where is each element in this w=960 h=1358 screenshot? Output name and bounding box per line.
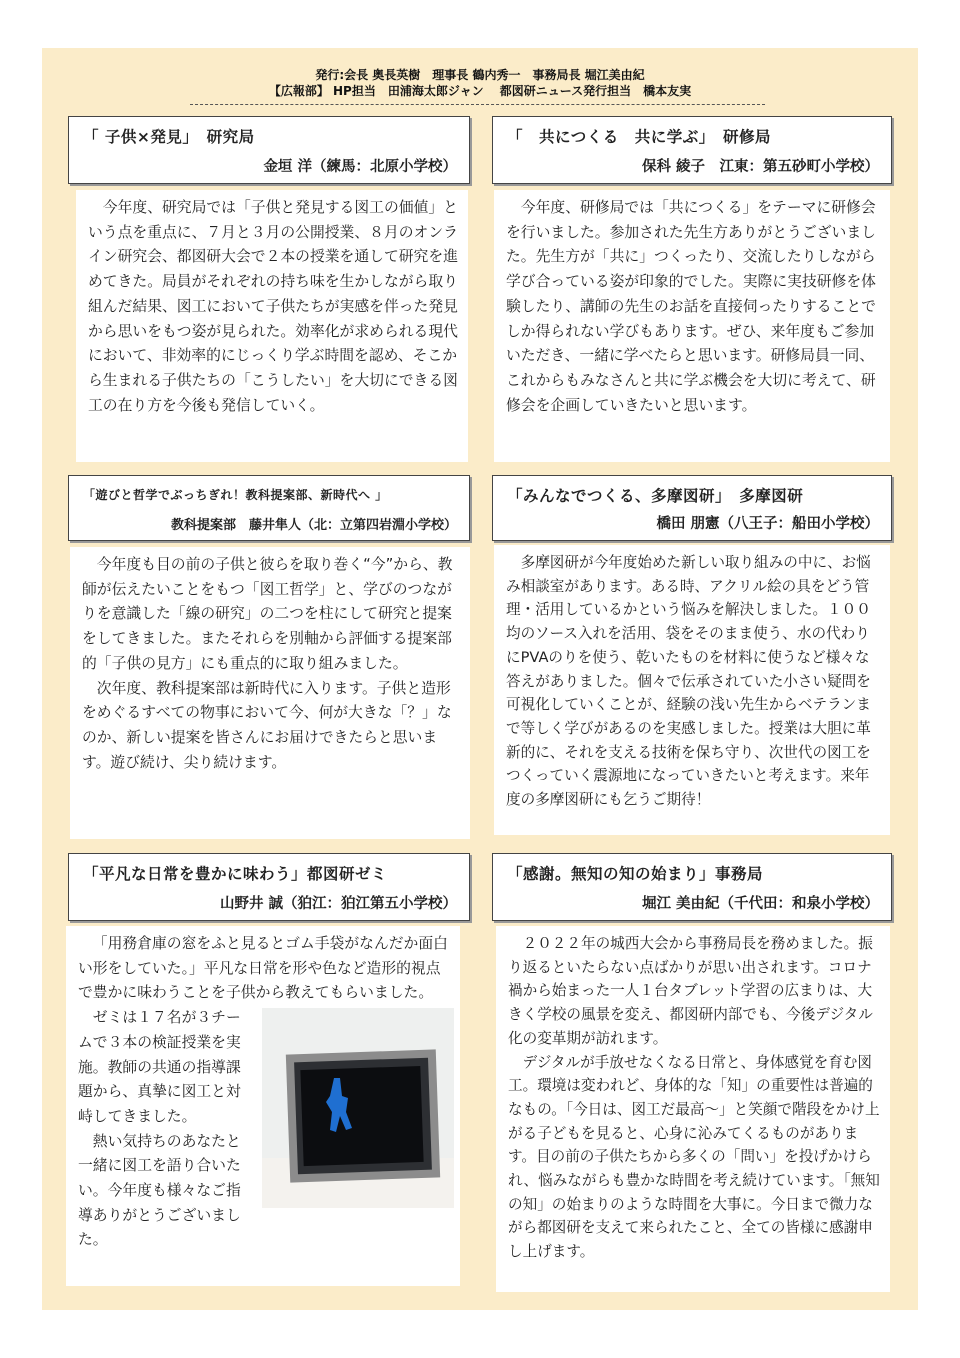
article-1-title: 「 子供×発見」 研究局: [83, 128, 255, 146]
article-6-paragraph-1: ２０２２年の城西大会から事務局長を務めました。振り返るといたらない点ばかりが思い出されます。コロナ禍から始まった一人１台タブレット学習の広まりは、大きく学校の風景を変え、都図研内部でも、今後デジタル化の変革期が訪れます。: [508, 935, 873, 1047]
article-3-paragraph-2: 次年度、教科提案部は新時代に入ります。子供と造形をめぐるすべての物事において今、何が大きな「？」なのか、新しい提案を皆さんにお届けできたらと思います。遊び続け、尖り続けます。: [82, 679, 452, 771]
article-4-paragraph: 多摩図研が今年度始めた新しい取り組みの中に、お悩み相談室があります。ある時、アクリル絵の具をどう管理・活用しているかという悩みを解決しました。１００均のソース入れを活用、袋をそのまま使う、水の代わりにPVAのりを使う、乾いたものを材料に使うなど様々な答えがありました。個々で伝承されていた小さい疑問を可視化していくことが、経験の浅い先生からベテランまで等しく学びがあるのを実感しました。授業は大胆に革新的に、それを支える技術を保ち守り、次世代の図工をつくっていく震源地になっていきたいと考えます。来年度の多摩図研にも乞うご期待！: [506, 554, 871, 809]
article-1-paragraph: 今年度、研究局では「子供と発見する図工の価値」という点を重点に、７月と３月の公開授業、８月のオンライン研究会、都図研大会で２本の授業を通して研究を進めてきた。局員がそれぞれの持ち味を生かしながら取り組んだ結果、図工において子供たちが実感を伴った発見から思いをもつ姿が見られた。効率化が求められる現代において、非効率的にじっくり学ぶ時間を認め、そこから生まれる子供たちの「こうしたい」を大切にできる図工の在り方を今後も発信していく。: [88, 199, 458, 414]
article-3-title: 「遊びと哲学でぶっちぎれ！教科提案部、新時代へ 」: [83, 488, 388, 502]
article-5-title-box: [68, 853, 470, 921]
photo-artwork: [262, 1008, 454, 1208]
article-5-author: 山野井 誠（狛江：狛江第五小学校）: [219, 896, 457, 912]
article-6-author: 堀江 美由紀（千代田：和泉小学校）: [641, 896, 879, 912]
article-4-author: 橋田 朋憲（八王子：船田小学校）: [656, 516, 879, 532]
publisher-line: 発行:会長 奥長英樹 理事長 鶴内秀一 事務局長 堀江美由紀: [315, 68, 645, 82]
article-5-title: 「平凡な日常を豊かに味わう」都図研ゼミ: [83, 865, 388, 883]
article-3-body: [70, 547, 470, 839]
article-3-author: 教科提案部 藤井隼人（北：立第四岩淵小学校）: [170, 518, 457, 533]
article-5-body: [66, 926, 460, 1286]
article-3-paragraph-1: 今年度も目の前の子供と彼らを取り巻く“今”から、教師が伝えたいことをもつ「図工哲学」と、学びのつながりを意識した「線の研究」の二つを柱にして研究と提案をしてきました。またそれらを別軸から評価する提案部的「子供の見方」にも重点的に取り組みました。: [82, 556, 453, 672]
article-2-title: 「 共につくる 共に学ぶ」 研修局: [507, 128, 771, 146]
article-2-title-box: [492, 116, 892, 184]
article-4-title-box: [492, 475, 892, 541]
article-2-author: 保科 綾子 江東：第五砂町小学校）: [641, 159, 879, 175]
pr-staff-line: 【広報部】 HP担当 田浦海太郎ジャン 都図研ニュース発行担当 橋本友実: [268, 84, 692, 98]
article-5-paragraph-3: 熱い気持ちのあなたと一緒に図工を語り合いたい。今年度も様々なご指導ありがとうございました。: [78, 1132, 241, 1249]
article-6-paragraph-2: デジタルが手放せなくなる日常と、身体感覚を育む図工。環境は変われど、身体的な「知」の重要性は普遍的なもの。「今日は、図工だ最高〜」と笑顔で階段をかけ上がる子どもを見ると、心身に沁みてくるものがあります。目の前の子供たちから多くの「問い」を投げかけられ、悩みながらも豊かな時間を考え続けています。「無知の知」の始まりのような時間を大事に。今日まで微力ながら都図研を支えて来られたこと、全ての皆様に感謝申し上げます。: [508, 1053, 880, 1261]
article-1-body: [76, 190, 468, 462]
article-6-title-box: [492, 853, 892, 921]
article-2-paragraph: 今年度、研修局では「共につくる」をテーマに研修会を行いました。参加された先生方ありがとうございました。先生方が「共に」つくったり、交流したりしながら学び合っている姿が印象的でした。実際に実技研修を体験したり、講師の先生のお話を直接伺ったりすることでしか得られない学びもあります。ぜひ、来年度もご参加いただき、一緒に学べたらと思います。研修局員一同、これからもみなさんと共に学ぶ機会を大切に考えて、研修会を企画していきたいと思います。: [506, 199, 876, 414]
glove-window-photo: [262, 1008, 454, 1208]
article-2-body: [494, 190, 890, 462]
article-6-title: 「感謝。無知の知の始まり」事務局: [507, 865, 764, 883]
article-4-title: 「みんなでつくる、多摩図研」 多摩図研: [507, 487, 804, 505]
article-4-body: [494, 545, 890, 835]
article-5-paragraph-2: ゼミは１７名が３チームで３本の検証授業を実施。教師の共通の指導課題から、真摯に図工と対峙してきました。: [78, 1009, 241, 1125]
article-3-title-box: [68, 475, 470, 541]
article-1-title-box: [68, 116, 470, 184]
header-divider: [190, 104, 765, 105]
article-6-body: [496, 926, 890, 1292]
article-1-author: 金垣 洋（練馬：北原小学校）: [263, 159, 457, 175]
article-5-paragraph-1: 「用務倉庫の窓をふと見るとゴム手袋がなんだか面白い形をしていた。」平凡な日常を形や色など造形的視点で豊かに味わうことを子供から教えてもらいました。: [78, 935, 448, 1002]
